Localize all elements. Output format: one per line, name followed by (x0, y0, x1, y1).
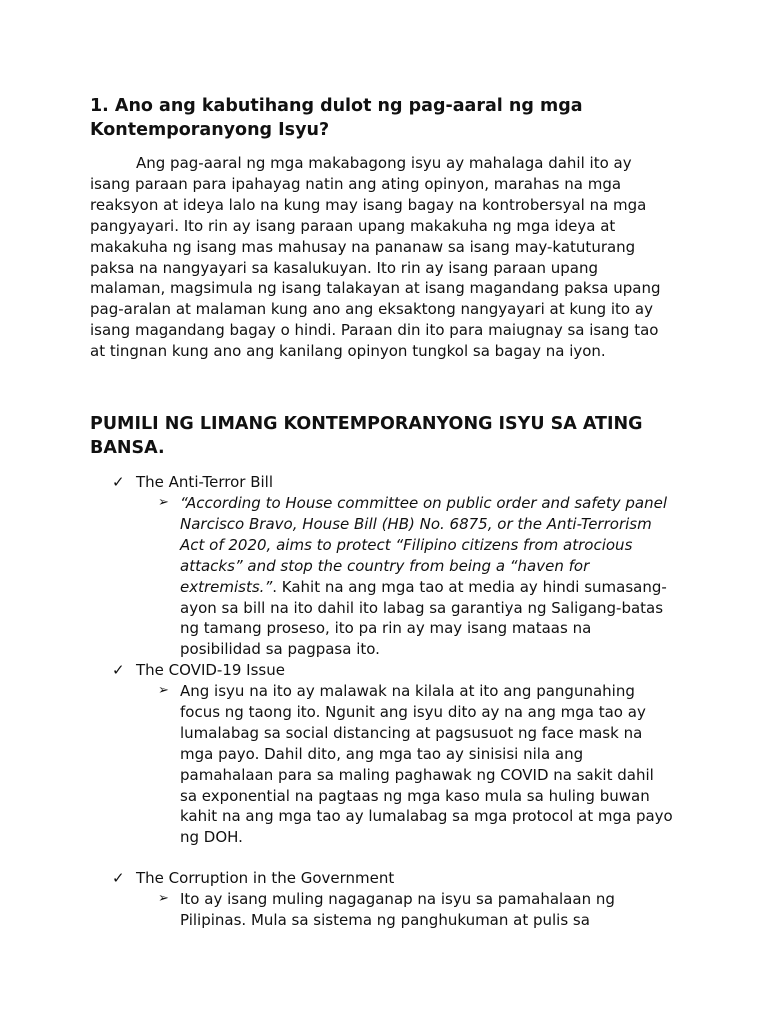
arrow-bullet-icon: ➢ (158, 683, 169, 698)
answer-line: paksa na nangyayari sa kasalukuyan. Ito rin ay isang paraan upang (90, 258, 598, 277)
answer-line: malaman, magsimula ng isang talakayan at isang magandang paksa upang (90, 279, 661, 298)
question-1-title-line: 1. Ano ang kabutihang dulot ng pag-aaral ng mga (90, 96, 583, 116)
detail-line: ng DOH. (180, 828, 243, 847)
arrow-bullet-icon: ➢ (158, 891, 169, 906)
issue-detail-anti-terror-bill (180, 493, 680, 660)
checkmark-icon: ✓ (112, 869, 125, 887)
answer-line: at tingnan kung ano ang kanilang opinyon tungkol sa bagay na iyon. (90, 342, 606, 361)
detail-line: ng tamang proseso, ito pa rin ay may isang mataas na (180, 619, 592, 638)
quote-line: “According to House committee on public order and safety panel (180, 494, 668, 512)
detail-text: . Kahit na ang mga tao at media ay hindi sumasang- (272, 577, 667, 596)
answer-line: Ang pag-aaral ng mga makabagong isyu ay mahalaga dahil ito ay (136, 154, 632, 172)
issue-title: The Anti-Terror Bill (136, 473, 274, 491)
section-2-title (90, 412, 710, 460)
arrow-bullet-icon: ➢ (158, 495, 169, 510)
quote-line: Narcisco Bravo, House Bill (HB) No. 6875, or the Anti-Terrorism (180, 514, 652, 533)
quote-line: attacks” and stop the country from being a “haven for (180, 556, 590, 575)
issue-item-corruption (112, 868, 394, 889)
question-1-answer (90, 153, 690, 362)
quote-line: Act of 2020, aims to protect “Filipino citizens from atrocious (180, 535, 633, 554)
checkmark-icon: ✓ (112, 473, 125, 491)
answer-line: isang paraan para ipahayag natin ang ating opinyon, marahas na mga (90, 174, 622, 193)
answer-line: isang magandang bagay o hindi. Paraan din ito para maiugnay sa isang tao (90, 321, 659, 340)
question-1-title (90, 94, 690, 142)
issue-detail-corruption (180, 889, 680, 931)
issue-item-anti-terror-bill (112, 472, 273, 493)
issue-item-covid-19 (112, 660, 285, 681)
detail-line: kahit na ang mga tao ay lumalabag sa mga protocol at mga payo (180, 807, 673, 826)
detail-line: sa exponential na pagtaas ng mga kaso mula sa huling buwan (180, 786, 650, 805)
section-2-title-line: PUMILI NG LIMANG KONTEMPORANYONG ISYU SA ATING (90, 414, 643, 434)
issue-detail-covid-19 (180, 681, 680, 848)
answer-line: reaksyon at ideya lalo na kung may isang bagay na kontrobersyal na mga (90, 195, 647, 214)
checkmark-icon: ✓ (112, 661, 125, 679)
issue-title: The Corruption in the Government (136, 869, 395, 887)
detail-line: ayon sa bill na ito dahil ito labag sa garantiya ng Saligang-batas (180, 598, 664, 617)
answer-line: makakuha ng isang mas mahusay na pananaw sa isang may-katuturang (90, 237, 636, 256)
detail-line: focus ng taong ito. Ngunit ang isyu dito ay na ang mga tao ay (180, 702, 646, 721)
detail-line: mga payo. Dahil dito, ang mga tao ay sinisisi nila ang (180, 744, 584, 763)
detail-line: pamahalaan para sa maling paghawak ng COVID na sakit dahil (180, 765, 654, 784)
answer-line: pag-aralan at malaman kung ano ang eksaktong nangyayari at kung ito ay (90, 300, 653, 319)
quote-line: extremists.” (180, 577, 273, 596)
question-1-title-line: Kontemporanyong Isyu? (90, 120, 330, 140)
detail-line: lumalabag sa social distancing at pagsusuot ng face mask na (180, 723, 643, 742)
issue-title: The COVID-19 Issue (136, 661, 285, 679)
detail-line: Ang isyu na ito ay malawak na kilala at ito ang pangunahing (180, 682, 635, 700)
detail-line: Pilipinas. Mula sa sistema ng panghukuman at pulis sa (180, 910, 590, 929)
detail-line: posibilidad sa pagpasa ito. (180, 640, 380, 659)
section-2-title-line: BANSA. (90, 438, 165, 458)
detail-line: Ito ay isang muling nagaganap na isyu sa pamahalaan ng (180, 890, 615, 908)
answer-line: pangyayari. Ito rin ay isang paraan upang makakuha ng mga ideya at (90, 216, 616, 235)
